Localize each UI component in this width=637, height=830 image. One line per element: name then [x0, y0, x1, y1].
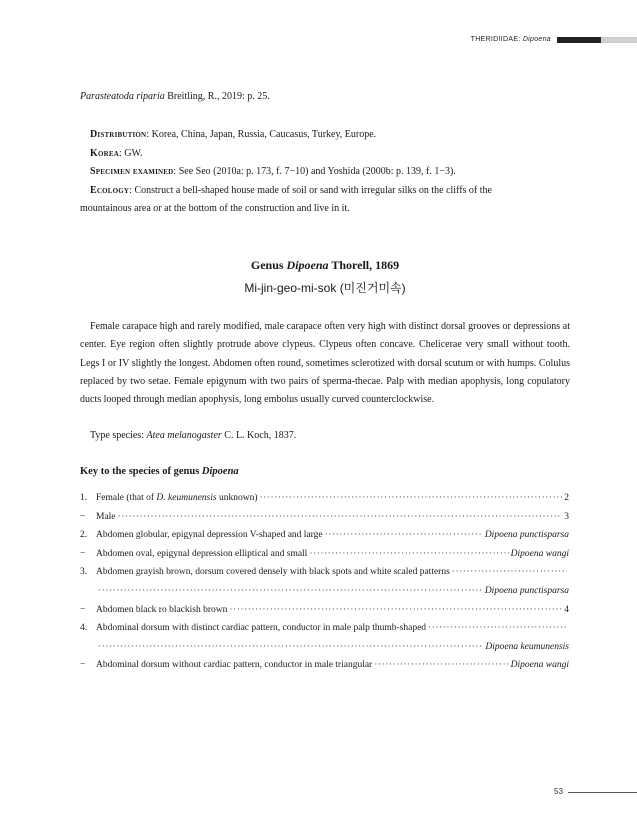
key-target: Dipoena keumunensis	[485, 641, 569, 652]
synonym-citation	[80, 90, 570, 104]
key-lead-text-part: Abdomen grayish brown, dorsum covered densely with black spots and white scaled patterns	[96, 567, 450, 578]
footer-rule	[568, 792, 637, 793]
key-target: 4	[564, 604, 569, 615]
distribution-line	[80, 126, 570, 145]
genus-prefix: Genus	[250, 258, 287, 272]
key-lead-text-part: Abdominal dorsum without cardiac pattern, conductor in male triangular	[96, 660, 373, 671]
key-lead-text-part: Abdomen globular, epigynal depression V-shaped and large	[96, 530, 323, 541]
header-genus: Dipoena	[522, 36, 551, 43]
species-metadata	[80, 126, 570, 219]
header-bar-light	[601, 37, 637, 43]
key-target: 2	[564, 493, 569, 503]
genus-description	[80, 318, 570, 409]
korea-label: Korea	[90, 147, 120, 159]
key-row	[80, 512, 569, 531]
korea-line	[80, 145, 570, 164]
key-leader-dots	[98, 586, 483, 596]
ecology-line	[80, 182, 570, 201]
key-couplet-number: 3.	[80, 567, 88, 578]
key-leader-dots	[309, 549, 508, 559]
key-row	[80, 605, 569, 624]
key-lead-text-part: unknown)	[216, 493, 258, 503]
key-lead-text-part: Female (that of	[96, 493, 157, 503]
distribution-label: Distribution	[90, 129, 147, 140]
key-row	[80, 567, 569, 586]
key-couplet-number: −	[80, 511, 86, 522]
key-target: Dipoena wangi	[510, 548, 569, 559]
type-species-author: C. L. Koch, 1837.	[221, 430, 297, 441]
page-number: 53	[554, 787, 563, 796]
genus-name: Dipoena	[286, 258, 329, 272]
ecology-text-1: : Construct a bell-shaped house made of soil or sand with irregular silks on the cliffs of the	[129, 184, 492, 196]
key-heading-prefix: Key to the species of genus	[80, 466, 202, 477]
key-leader-dots	[229, 605, 562, 615]
key-lead-taxon: D. keumunensis	[156, 493, 217, 503]
distribution-text: : Korea, China, Japan, Russia, Caucasus, Turkey, Europe.	[146, 129, 377, 140]
key-lead-text	[96, 660, 372, 670]
key-row	[80, 530, 569, 549]
running-header-text	[471, 36, 551, 43]
key-leader-dots	[452, 567, 567, 577]
key-target: 3	[564, 511, 569, 522]
korea-text: : GW.	[119, 147, 143, 159]
key-lead-text-part: Abdominal dorsum with distinct cardiac pattern, conductor in male palp thumb-shaped	[96, 623, 427, 634]
specimen-label: Specimen examined	[90, 166, 174, 177]
specimen-text: : See Seo (2010a: p. 173, f. 7−10) and Yoshida (2000b: p. 139, f. 1−3).	[173, 166, 456, 177]
genus-korean-name: Mi-jin-geo-mi-sok (미진거미속)	[244, 281, 406, 295]
description-paragraph: Female carapace high and rarely modified, male carapace often very high with distinct dorsal grooves or depressions at center. Eye region often slightly protrude above clypeus. Clypeus often concave. Chelicerae very small without tooth. Legs I or IV slightly the longest. Abdomen often round, sometimes sclerotized with dorsal scutum or with humps. Colulus replaced by two setae. Female epigynum with two pairs of sperma-thecae. Palp with median apophysis, long copulatory ducts looped through median apophysis, long embolus usually curved counterclockwise.	[80, 321, 570, 406]
key-lead-text	[96, 549, 307, 559]
key-row	[80, 493, 569, 512]
citation-taxon: Parasteatoda riparia	[80, 91, 165, 102]
key-couplet-number: −	[80, 548, 86, 559]
key-leader-dots	[374, 660, 508, 670]
identification-key	[80, 493, 569, 679]
key-couplet-number: 2.	[80, 530, 88, 541]
key-lead-text	[96, 567, 450, 577]
type-species-prefix: Type species:	[90, 430, 147, 441]
type-species-name: Atea melanogaster	[146, 430, 222, 441]
key-row	[80, 642, 569, 661]
key-heading-genus: Dipoena	[201, 466, 239, 477]
key-target: Dipoena punctisparsa	[484, 530, 569, 541]
key-leader-dots	[118, 512, 563, 522]
key-leader-dots	[428, 623, 567, 633]
key-row	[80, 623, 569, 642]
key-couplet-number: −	[80, 660, 86, 671]
key-row	[80, 586, 569, 605]
key-target: Dipoena punctisparsa	[484, 585, 569, 596]
key-lead-text-part: Abdomen oval, epigynal depression elliptical and small	[96, 548, 308, 559]
key-couplet-number: 1.	[80, 493, 88, 503]
key-target: Dipoena wangi	[510, 660, 569, 671]
type-species	[90, 430, 296, 441]
key-lead-text	[96, 530, 323, 540]
key-leader-dots	[325, 530, 483, 540]
key-lead-text	[96, 512, 116, 522]
header-bar-dark	[557, 37, 601, 43]
key-lead-text-part: Abdomen black ro blackish brown	[96, 604, 228, 615]
key-row	[80, 660, 569, 679]
key-lead-text-part: Male	[96, 511, 116, 522]
key-leader-dots	[98, 642, 483, 652]
key-leader-dots	[259, 493, 562, 503]
specimen-line	[80, 163, 570, 182]
key-row	[80, 549, 569, 568]
key-lead-text	[96, 623, 426, 633]
key-couplet-number: 4.	[80, 623, 88, 634]
genus-title	[80, 258, 570, 273]
citation-reference: Breitling, R., 2019: p. 25.	[164, 91, 270, 102]
key-lead-text	[96, 493, 257, 503]
ecology-label: Ecology	[90, 184, 130, 196]
key-heading	[80, 466, 239, 477]
key-couplet-number: −	[80, 604, 86, 615]
genus-author: Thorell, 1869	[328, 258, 400, 272]
key-lead-text	[96, 605, 227, 615]
ecology-text-2: mountainous area or at the bottom of the construction and live in it.	[80, 203, 350, 214]
header-family: THERIDIIDAE:	[470, 36, 521, 43]
running-header	[471, 36, 637, 43]
